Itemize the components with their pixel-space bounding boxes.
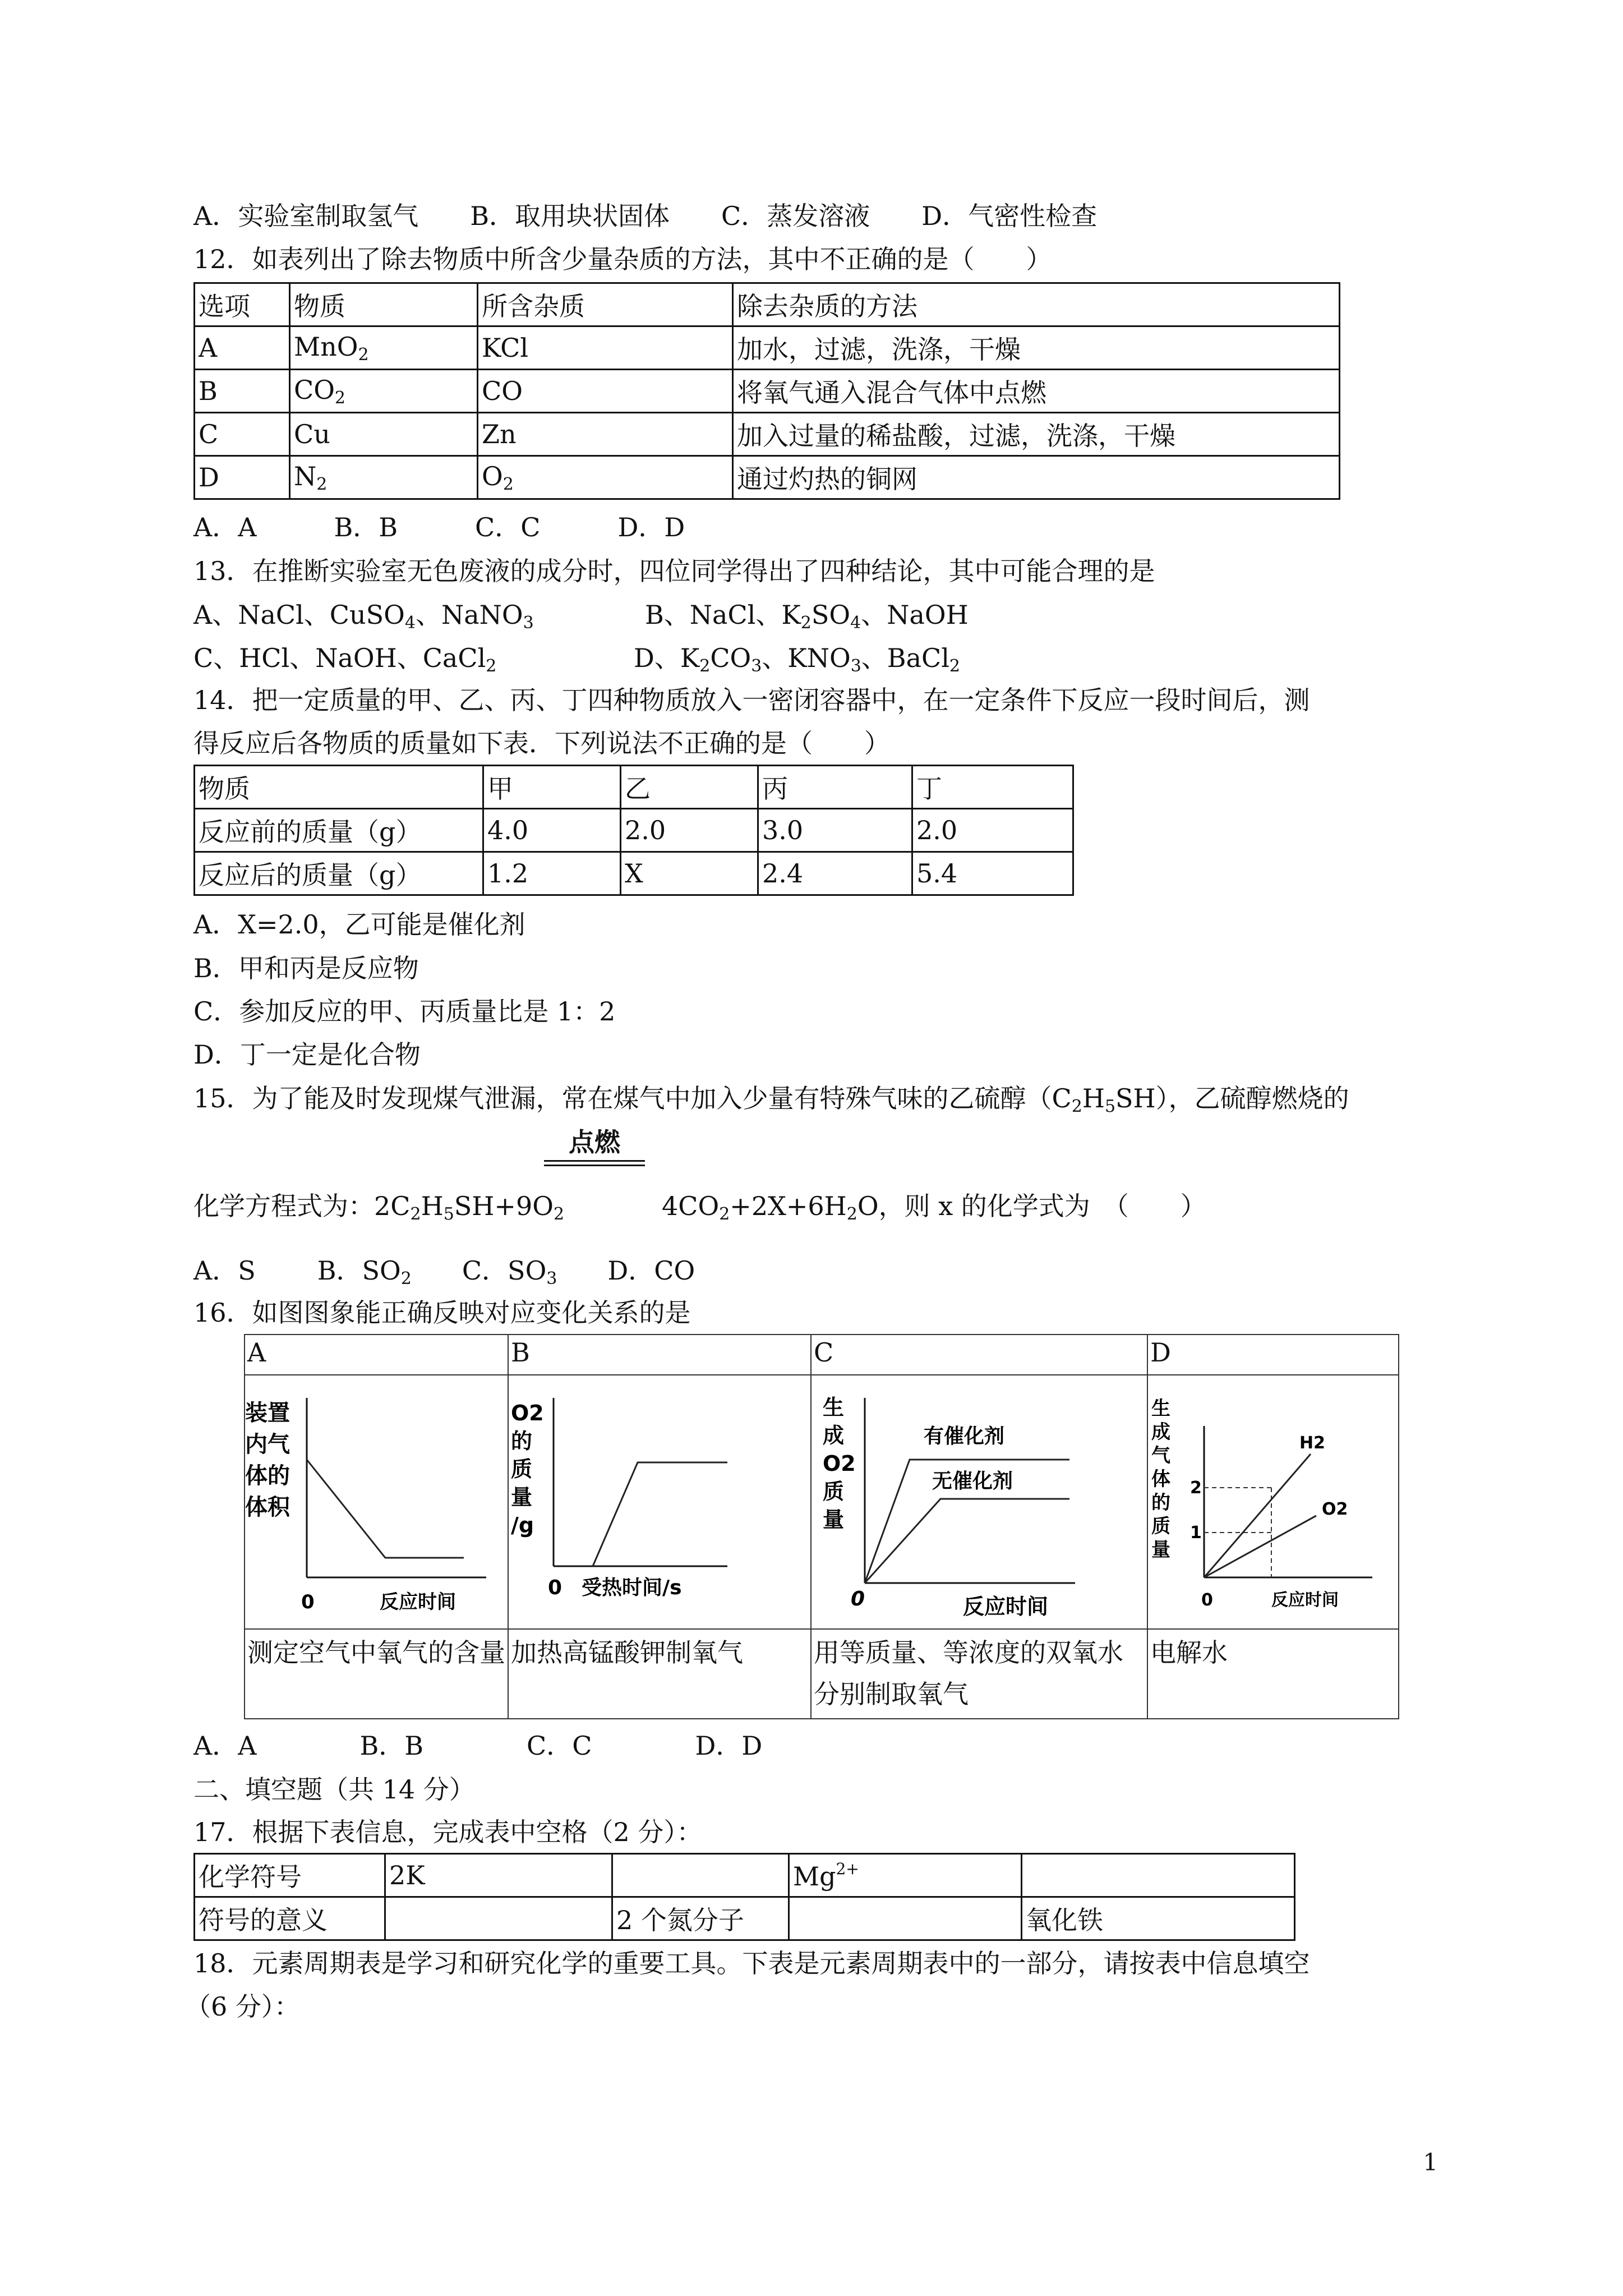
y-label: 成 bbox=[1151, 1421, 1170, 1443]
y-label: /g bbox=[511, 1513, 534, 1538]
table-cell: 氧化铁 bbox=[1022, 1897, 1295, 1940]
table-cell bbox=[290, 326, 478, 370]
q14-option-d: D．丁一定是化合物 bbox=[193, 1039, 421, 1070]
table-row bbox=[195, 809, 1073, 852]
caption: 电解水 bbox=[1147, 1629, 1399, 1719]
section-heading: 二、填空题（共 14 分） bbox=[193, 1774, 475, 1805]
q18-line2: （6 分）： bbox=[185, 1991, 300, 2022]
formula: O bbox=[482, 461, 503, 491]
y-label: 量 bbox=[511, 1485, 533, 1510]
table-cell: 2.4 bbox=[758, 852, 912, 895]
subscript: 2 bbox=[699, 656, 711, 676]
y-label: 内气 bbox=[245, 1432, 290, 1457]
table-cell: 2.0 bbox=[621, 809, 758, 852]
caption: 测定空气中氧气的含量 bbox=[245, 1629, 508, 1719]
table-cell: Cu bbox=[290, 413, 478, 456]
q16-answers: A．A B．B C．C D．D bbox=[193, 1731, 763, 1761]
q18-line1: 18．元素周期表是学习和研究化学的重要工具。下表是元素周期表中的一部分，请按表中信息填空 bbox=[193, 1948, 1310, 1978]
table-row bbox=[195, 1897, 1295, 1940]
q12-stem: 12．如表列出了除去物质中所含少量杂质的方法，其中不正确的是（ ） bbox=[193, 244, 1052, 274]
table-cell: A bbox=[195, 326, 290, 370]
table-cell: B bbox=[195, 370, 290, 413]
table-cell: 2K bbox=[385, 1854, 612, 1897]
q13-stem: 13．在推断实验室无色废液的成分时，四位同学得出了四种结论，其中可能合理的是 bbox=[193, 556, 1155, 586]
series-line bbox=[307, 1460, 464, 1558]
text: SH），乙硫醇燃烧的 bbox=[1115, 1083, 1349, 1114]
series-line-h2 bbox=[1204, 1454, 1311, 1577]
q13-option-a bbox=[193, 598, 534, 640]
table-header-cell: 丁 bbox=[912, 766, 1073, 809]
text: D．CO bbox=[607, 1255, 695, 1286]
table-header-cell: 乙 bbox=[621, 766, 758, 809]
graph-cell-d bbox=[1147, 1375, 1399, 1629]
table-cell: D bbox=[1147, 1335, 1399, 1375]
series-line-no-catalyst bbox=[865, 1499, 1069, 1583]
q15-stem: 15．为了能及时发现煤气泄漏，常在煤气中加入少量有特殊气味的乙硫醇$(C_2H_5SH)$，乙硫醇燃烧的 bbox=[193, 1083, 1349, 1116]
x-label: 反应时间 bbox=[1271, 1590, 1339, 1610]
table-header-cell: 丙 bbox=[758, 766, 912, 809]
subscript: 2 bbox=[316, 474, 328, 494]
table-header-cell: 除去杂质的方法 bbox=[733, 283, 1340, 326]
y-label: 生 bbox=[823, 1395, 845, 1420]
table-cell bbox=[385, 1897, 612, 1940]
text: H bbox=[1082, 1083, 1105, 1114]
table-header-cell: 选项 bbox=[195, 283, 290, 326]
q15-equation: 化学方程式为：$2C_2H_5SH+9O_2$ bbox=[193, 1191, 565, 1224]
series-line-o2 bbox=[1204, 1516, 1316, 1577]
table-row bbox=[195, 1854, 1295, 1897]
text: C、HCl、NaOH、CaCl bbox=[193, 643, 486, 673]
q14-option-b: B．甲和丙是反应物 bbox=[193, 953, 419, 983]
tick-label: 2 bbox=[1190, 1478, 1202, 1498]
tick-label: 1 bbox=[1190, 1523, 1202, 1543]
table-header-row bbox=[195, 283, 1340, 326]
table-row bbox=[195, 326, 1340, 370]
text: SO bbox=[811, 600, 851, 630]
origin-label: 0 bbox=[1201, 1590, 1213, 1610]
q16-stem: 16．如图图象能正确反映对应变化关系的是 bbox=[193, 1297, 691, 1328]
table-cell bbox=[789, 1854, 1022, 1897]
subscript: 2 bbox=[334, 388, 346, 408]
text: 4CO bbox=[662, 1191, 720, 1221]
table-header-cell: 物质 bbox=[290, 283, 478, 326]
text: O，则 x 的化学式为 （ ） bbox=[857, 1191, 1206, 1221]
table-cell: A bbox=[245, 1335, 508, 1375]
formula: CO bbox=[294, 374, 335, 405]
table-row bbox=[195, 456, 1340, 499]
y-label: 质 bbox=[1151, 1515, 1170, 1538]
series-label: 有催化剂 bbox=[924, 1425, 1005, 1448]
y-label: 生 bbox=[1151, 1397, 1170, 1420]
x-label: 反应时间 bbox=[380, 1591, 456, 1613]
caption: 用等质量、等浓度的双氧水分别制取氧气 bbox=[811, 1629, 1147, 1719]
series-label: H2 bbox=[1299, 1433, 1325, 1453]
caption: 加热高锰酸钾制氧气 bbox=[508, 1629, 811, 1719]
table-cell: D bbox=[195, 456, 290, 499]
q12-table bbox=[193, 282, 1340, 500]
condition-label: 点燃 bbox=[569, 1127, 620, 1157]
text: D、K bbox=[634, 643, 700, 673]
y-label: 体积 bbox=[245, 1494, 290, 1520]
table-cell bbox=[612, 1854, 789, 1897]
q15-equation-right: $4CO_2+2X+6H_2O$，则 x 的化学式为 （ ） bbox=[662, 1191, 1206, 1224]
text: 15．为了能及时发现煤气泄漏，常在煤气中加入少量有特殊气味的乙硫醇（C bbox=[193, 1083, 1072, 1114]
y-label: 装置 bbox=[245, 1400, 290, 1426]
table-row bbox=[245, 1629, 1399, 1719]
table-cell: X bbox=[621, 852, 758, 895]
subscript: 2 bbox=[486, 656, 497, 676]
y-label: 体的 bbox=[245, 1463, 290, 1489]
text: 化学方程式为：2C bbox=[193, 1191, 411, 1221]
page-number: 1 bbox=[1423, 2148, 1438, 2176]
graph-b bbox=[509, 1375, 744, 1622]
text: A、NaCl、CuSO bbox=[193, 600, 405, 630]
y-label: 质 bbox=[823, 1479, 845, 1504]
table-cell: CO bbox=[478, 370, 733, 413]
table-cell: 加水，过滤，洗涤，干燥 bbox=[733, 326, 1340, 370]
y-label: 气 bbox=[1151, 1444, 1170, 1467]
table-cell: 1.2 bbox=[483, 852, 621, 895]
table-row bbox=[195, 370, 1340, 413]
text: A．S bbox=[193, 1255, 256, 1286]
q17-table bbox=[193, 1853, 1295, 1941]
q13-option-b bbox=[645, 598, 969, 640]
q13-option-c bbox=[193, 641, 496, 683]
table-cell: 3.0 bbox=[758, 809, 912, 852]
table-cell: B bbox=[508, 1335, 811, 1375]
table-row bbox=[245, 1335, 1399, 1375]
table-cell: 反应前的质量（g） bbox=[195, 809, 483, 852]
table-cell: 反应后的质量（g） bbox=[195, 852, 483, 895]
graph-cell-c bbox=[811, 1375, 1147, 1629]
text: 、NaOH bbox=[861, 600, 969, 630]
formula: N bbox=[294, 461, 317, 491]
q11-options: A．实验室制取氢气 B．取用块状固体 C．蒸发溶液 D．气密性检查 bbox=[193, 201, 1098, 231]
table-row bbox=[195, 413, 1340, 456]
text: B、NaCl、K bbox=[645, 600, 801, 630]
y-label: 量 bbox=[823, 1507, 845, 1532]
y-label: 的 bbox=[511, 1429, 533, 1453]
subscript: 3 bbox=[850, 656, 861, 676]
y-label: 量 bbox=[1151, 1539, 1170, 1561]
table-cell bbox=[789, 1897, 1022, 1940]
table-cell: 通过灼热的铜网 bbox=[733, 456, 1340, 499]
table-row bbox=[195, 852, 1073, 895]
y-label: O2 bbox=[511, 1401, 544, 1425]
table-cell: 2.0 bbox=[912, 809, 1073, 852]
q14-table bbox=[193, 765, 1074, 896]
q15-options: A．S B．$SO_2$ C．$SO_3$ D．CO bbox=[193, 1255, 695, 1289]
table-cell: Zn bbox=[478, 413, 733, 456]
text: C．SO bbox=[462, 1255, 547, 1286]
graph-a bbox=[245, 1375, 503, 1622]
table-cell: 2 个氮分子 bbox=[612, 1897, 789, 1940]
table-cell bbox=[478, 456, 733, 499]
table-cell: 符号的意义 bbox=[195, 1897, 385, 1940]
x-label: 反应时间 bbox=[963, 1594, 1049, 1619]
series-label: O2 bbox=[1322, 1499, 1348, 1519]
table-header-row bbox=[195, 766, 1073, 809]
subscript: 4 bbox=[404, 613, 416, 633]
table-cell: 将氧气通入混合气体中点燃 bbox=[733, 370, 1340, 413]
q16-graph-table bbox=[244, 1334, 1399, 1719]
formula: Mg bbox=[793, 1861, 836, 1892]
formula: MnO bbox=[294, 331, 358, 362]
table-cell bbox=[290, 370, 478, 413]
table-cell: 4.0 bbox=[483, 809, 621, 852]
text: 、NaNO bbox=[415, 600, 523, 630]
text: H bbox=[421, 1191, 444, 1221]
graph-c bbox=[811, 1375, 1081, 1622]
text: B．SO bbox=[317, 1255, 401, 1286]
text: +2X+6H bbox=[730, 1191, 847, 1221]
y-label: 质 bbox=[511, 1457, 533, 1481]
x-label: 受热时间/s bbox=[582, 1576, 682, 1599]
q13-option-d bbox=[634, 641, 960, 683]
q14-stem-line2: 得反应后各物质的质量如下表．下列说法不正确的是（ ） bbox=[193, 728, 890, 758]
table-cell: KCl bbox=[478, 326, 733, 370]
subscript: 2 bbox=[800, 613, 811, 633]
table-header-cell: 物质 bbox=[195, 766, 483, 809]
text: 、BaCl bbox=[861, 643, 949, 673]
subscript: 3 bbox=[523, 613, 534, 633]
table-header-cell: 甲 bbox=[483, 766, 621, 809]
table-cell: C bbox=[195, 413, 290, 456]
q14-option-a: A．X=2.0，乙可能是催化剂 bbox=[193, 909, 525, 940]
table-cell: 5.4 bbox=[912, 852, 1073, 895]
graph-d bbox=[1148, 1375, 1384, 1622]
y-label: 成 bbox=[823, 1423, 845, 1448]
table-header-cell: 所含杂质 bbox=[478, 283, 733, 326]
superscript: 2+ bbox=[836, 1859, 859, 1878]
y-label: 的 bbox=[1151, 1492, 1170, 1514]
table-cell bbox=[290, 456, 478, 499]
reaction-condition bbox=[544, 1128, 645, 1166]
y-label: O2 bbox=[823, 1451, 856, 1476]
graph-cell-b bbox=[508, 1375, 811, 1629]
table-cell bbox=[1022, 1854, 1295, 1897]
origin-label: 0 bbox=[851, 1588, 865, 1611]
subscript: 2 bbox=[502, 474, 514, 494]
origin-label: 0 bbox=[301, 1591, 315, 1613]
series-line bbox=[593, 1462, 727, 1566]
origin-label: 0 bbox=[548, 1576, 562, 1599]
text: CO bbox=[710, 643, 751, 673]
y-label: 体 bbox=[1151, 1468, 1170, 1490]
q17-stem: 17．根据下表信息，完成表中空格（2 分）： bbox=[193, 1817, 703, 1847]
table-cell: 加入过量的稀盐酸，过滤，洗涤，干燥 bbox=[733, 413, 1340, 456]
subscript: 3 bbox=[751, 656, 762, 676]
q14-option-c: C．参加反应的甲、丙质量比是 1：2 bbox=[193, 996, 616, 1027]
subscript: 2 bbox=[358, 344, 369, 365]
graph-cell-a bbox=[245, 1375, 508, 1629]
subscript: 4 bbox=[850, 613, 861, 633]
table-cell: 化学符号 bbox=[195, 1854, 385, 1897]
text: SH+9O bbox=[454, 1191, 554, 1221]
subscript: 2 bbox=[949, 656, 961, 676]
q14-stem-line1: 14．把一定质量的甲、乙、丙、丁四种物质放入一密闭容器中，在一定条件下反应一段时间后，测 bbox=[193, 685, 1310, 715]
table-row bbox=[245, 1375, 1399, 1629]
q12-answers: A．A B．B C．C D．D bbox=[193, 512, 685, 542]
table-cell: C bbox=[811, 1335, 1147, 1375]
text: 、KNO bbox=[762, 643, 851, 673]
series-label: 无催化剂 bbox=[932, 1470, 1013, 1493]
